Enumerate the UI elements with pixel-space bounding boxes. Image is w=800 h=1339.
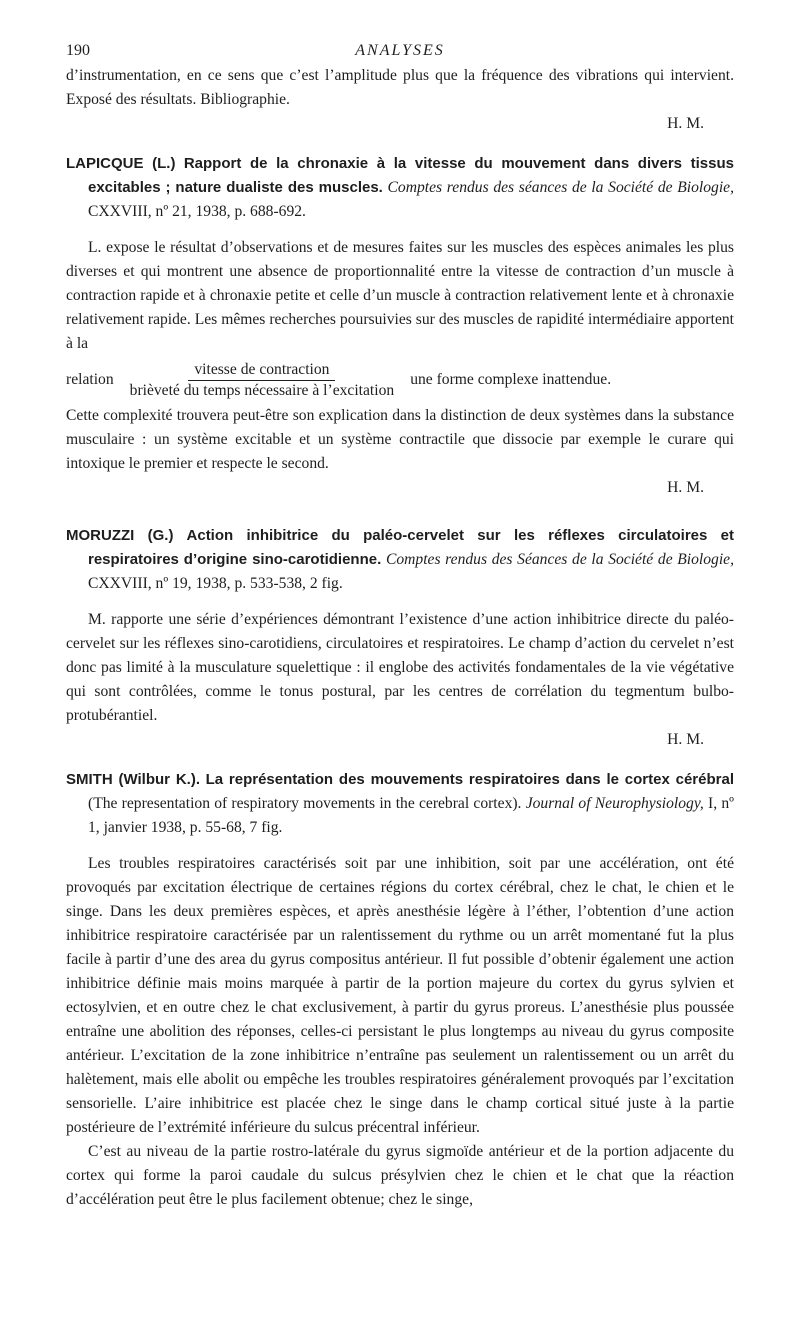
entry-body: L. expose le résultat d’observations et de mesures faites sur les muscles des espèces animales les plus diverses et qui montrent une absence de proportionnalité entre la vitesse de contraction d’un muscle à contraction rapide et à chronaxie petite et celle d’un muscle à contraction relativement lente et à chronaxie relativement rapide. Les mêmes recherches poursuivies sur des muscles de rapidité intermédiaire apportent à la [66, 239, 734, 352]
entry-citation: CXXVIII, nº 21, 1938, p. 688-692. [88, 203, 306, 220]
formula-numerator: vitesse de contraction [188, 360, 335, 381]
entry-title: Rapport de la chronaxie à la vitesse du mouvement dans divers tissus excitables ; nature dualiste des muscles. [88, 155, 734, 196]
intro-paragraph: d’instrumentation, en ce sens que c’est l’amplitude plus que la fréquence des vibrations qui intervient. Exposé des résultats. Bibliographie. [66, 67, 734, 108]
entry-heading [66, 524, 734, 596]
entry-author: LAPICQUE (L.) [66, 155, 176, 172]
entry-translation: (The representation of respiratory movements in the cerebral cortex). [88, 795, 522, 812]
entry-body: Les troubles respiratoires caractérisés soit par une inhibition, soit par une accélération, ont été provoqués par excitation électrique de certaines régions du cortex cérébral, chez le chat, le chien et le singe. Dans les deux premières espèces, et après anesthésie légère à l’éther, l’obtention d’une action inhibitrice respiratoire caractérisée par un ralentissement du rythme ou un arrêt momentané fut la plus facile à partir d’une des area du gyrus compositus antérieur. Il fut possible d’obtenir également une action inhibitrice définie mais moins marquée à partir de la portion majeure du cortex du gyrus sylvien et ectosylvien, et en outre chez le chat exclusivement, à partir du gyrus proreus. L’anesthésie plus poussée entraîne une abolition des réponses, celles-ci persistant le plus longtemps au niveau du gyrus composite antérieur. L’excitation de la zone inhibitrice n’entraîne pas seulement un ralentissement ou un arrêt du halètement, mais elle abolit ou empêche les troubles respiratoires généralement provoqués par l’excitation sensorielle. L’aire inhibitrice est placée chez le singe dans le champ cortical situé juste à la partie postérieure de l’extrémité inférieure du sulcus précentral inférieur. [66, 855, 734, 1136]
entry-moruzzi [66, 524, 734, 752]
entry-signature: H. M. [667, 479, 704, 496]
running-title: ANALYSES [355, 42, 445, 59]
formula-suffix: une forme complexe inattendue. [410, 371, 612, 388]
formula-line [66, 356, 734, 404]
entry-citation: I, nº 1, janvier 1938, p. 55-68, 7 fig. [88, 795, 734, 836]
entry-title: Action inhibitrice du paléo-cervelet sur les réflexes circulatoires et respiratoires d’origine sino-carotidienne. [88, 527, 734, 568]
entry-body-continued: C’est au niveau de la partie rostro-latérale du gyrus sigmoïde antérieur et de la portion adjacente du cortex qui forme la paroi caudale du sulcus présylvien chez le chien et le chat que la réaction d’accélération peut être le plus facilement obtenue; chez le singe, [66, 1143, 734, 1208]
page [66, 38, 734, 1212]
entry-title: La représentation des mouvements respiratoires dans le cortex cérébral [205, 771, 734, 788]
entry-citation: CXXVIII, nº 19, 1938, p. 533-538, 2 fig. [88, 575, 343, 592]
entry-source: Comptes rendus des Séances de la Société de Biologie, [385, 551, 735, 568]
entry-author: MORUZZI (G.) [66, 527, 174, 544]
entry-heading [66, 152, 734, 224]
page-number: 190 [66, 42, 90, 59]
entry-signature: H. M. [667, 731, 704, 748]
page-header [66, 38, 734, 64]
entry-smith [66, 768, 734, 1212]
entry-author: SMITH (Wilbur K.). [66, 771, 200, 788]
intro-signature: H. M. [667, 115, 704, 132]
entry-source: Comptes rendus des séances de la Société de Biologie, [387, 179, 734, 196]
formula-prefix: relation [66, 371, 114, 388]
entry-body: M. rapporte une série d’expériences démontrant l’existence d’une action inhibitrice directe du paléo-cervelet sur les réflexes sino-carotidiens, circulatoires et respiratoires. Le champ d’action du cervelet n’est donc pas limité à la musculature squelettique : il englobe des activités fondamentales de la vie végétative qui sont contrôlées, comme le tonus postural, par les centres de corrélation du tegmentum bulbo-protubérantiel. [66, 611, 734, 724]
entry-source: Journal of Neurophysiology, [525, 795, 704, 812]
entry-lapicque [66, 152, 734, 500]
entry-body-continued: Cette complexité trouvera peut-être son explication dans la distinction de deux systèmes dans la substance musculaire : un système excitable et un système contractile que dissocie par exemple le curare qui intoxique le premier et respecte le second. [66, 407, 734, 472]
entry-heading [66, 768, 734, 840]
formula-fraction [124, 360, 401, 401]
formula-denominator: brièveté du temps nécessaire à l’excitation [129, 381, 395, 399]
